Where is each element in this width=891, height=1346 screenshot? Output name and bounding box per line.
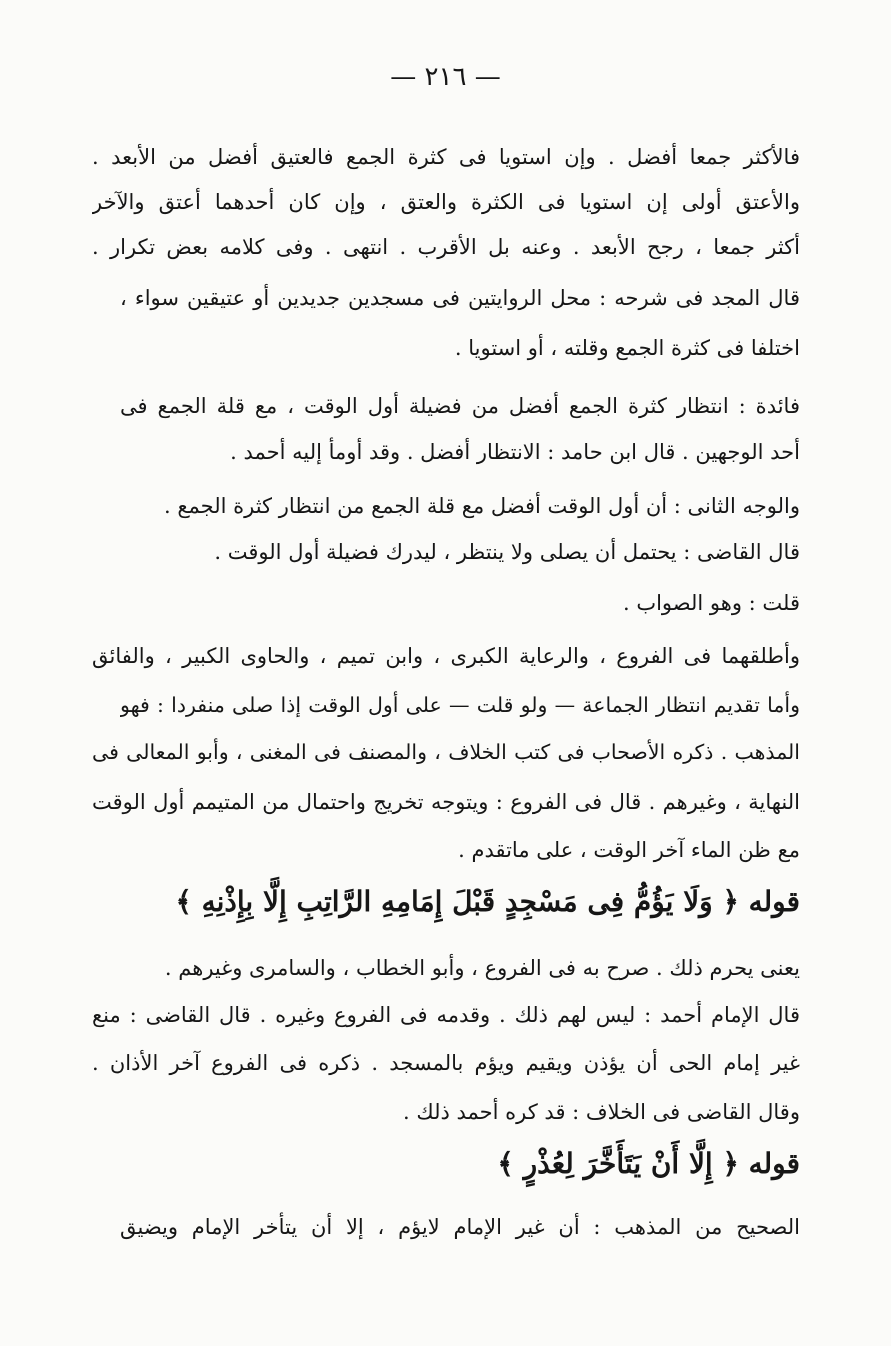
text-line: اختلفا فى كثرة الجمع وقلته ، أو استويا . [454,336,800,360]
page-number: — ٢١٦ — [390,62,501,92]
quoted-text-heading: قوله ﴿ وَلَا يَؤُمُّ فِى مَسْجِدٍ قَبْلَ إِمَامِهِ الرَّاتِبِ إِلَّا بِإِذْنِهِ ﴾ [175,885,800,918]
text-line: النهاية ، وغيرهم . قال فى الفروع : ويتوجه تخريج واحتمال من المتيمم أول الوقت [92,790,800,814]
text-line: أحد الوجهين . قال ابن حامد : الانتظار أفضل . وقد أومأ إليه أحمد . [230,440,800,464]
text-line: فالأكثر جمعا أفضل . وإن استويا فى كثرة الجمع فالعتيق أفضل من الأبعد . [92,145,800,169]
quoted-text-heading: قوله ﴿ إِلَّا أَنْ يَتَأَخَّرَ لِعُذْرٍ ﴾ [497,1147,800,1180]
text-line: والوجه الثانى : أن أول الوقت أفضل مع قلة الجمع من انتظار كثرة الجمع . [163,494,800,518]
text-line: يعنى يحرم ذلك . صرح به فى الفروع ، وأبو الخطاب ، والسامرى وغيرهم . [164,956,800,980]
text-line: قال المجد فى شرحه : محل الروايتين فى مسجدين جديدين أو عتيقين سواء ، [120,286,800,310]
text-line: المذهب . ذكره الأصحاب فى كتب الخلاف ، والمصنف فى المغنى ، وأبو المعالى فى [92,740,800,764]
text-line: وأما تقديم انتظار الجماعة — ولو قلت — على أول الوقت إذا صلى منفردا : فهو [120,693,800,717]
text-line: قال القاضى : يحتمل أن يصلى ولا ينتظر ، ليدرك فضيلة أول الوقت . [214,540,800,564]
text-line: الصحيح من المذهب : أن غير الإمام لايؤم ، إلا أن يتأخر الإمام ويضيق [120,1215,800,1239]
text-line: مع ظن الماء آخر الوقت ، على ماتقدم . [458,838,800,862]
text-line: وأطلقهما فى الفروع ، والرعاية الكبرى ، وابن تميم ، والحاوى الكبير ، والفائق [92,644,800,668]
text-line: قلت : وهو الصواب . [622,591,800,615]
text-line: غير إمام الحى أن يؤذن ويقيم ويؤم بالمسجد . ذكره فى الفروع آخر الأذان . [92,1051,800,1075]
fa-ida-line: فائدة : انتظار كثرة الجمع أفضل من فضيلة أول الوقت ، مع قلة الجمع فى [120,394,800,418]
text-line: وقال القاضى فى الخلاف : قد كره أحمد ذلك . [403,1100,800,1124]
text-line: أكثر جمعا ، رجح الأبعد . وعنه بل الأقرب . انتهى . وفى كلامه بعض تكرار . [92,235,800,259]
text-line: قال الإمام أحمد : ليس لهم ذلك . وقدمه فى الفروع وغيره . قال القاضى : منع [92,1003,800,1027]
text-line: والأعتق أولى إن استويا فى الكثرة والعتق ، وإن كان أحدهما أعتق والآخر [92,190,800,214]
